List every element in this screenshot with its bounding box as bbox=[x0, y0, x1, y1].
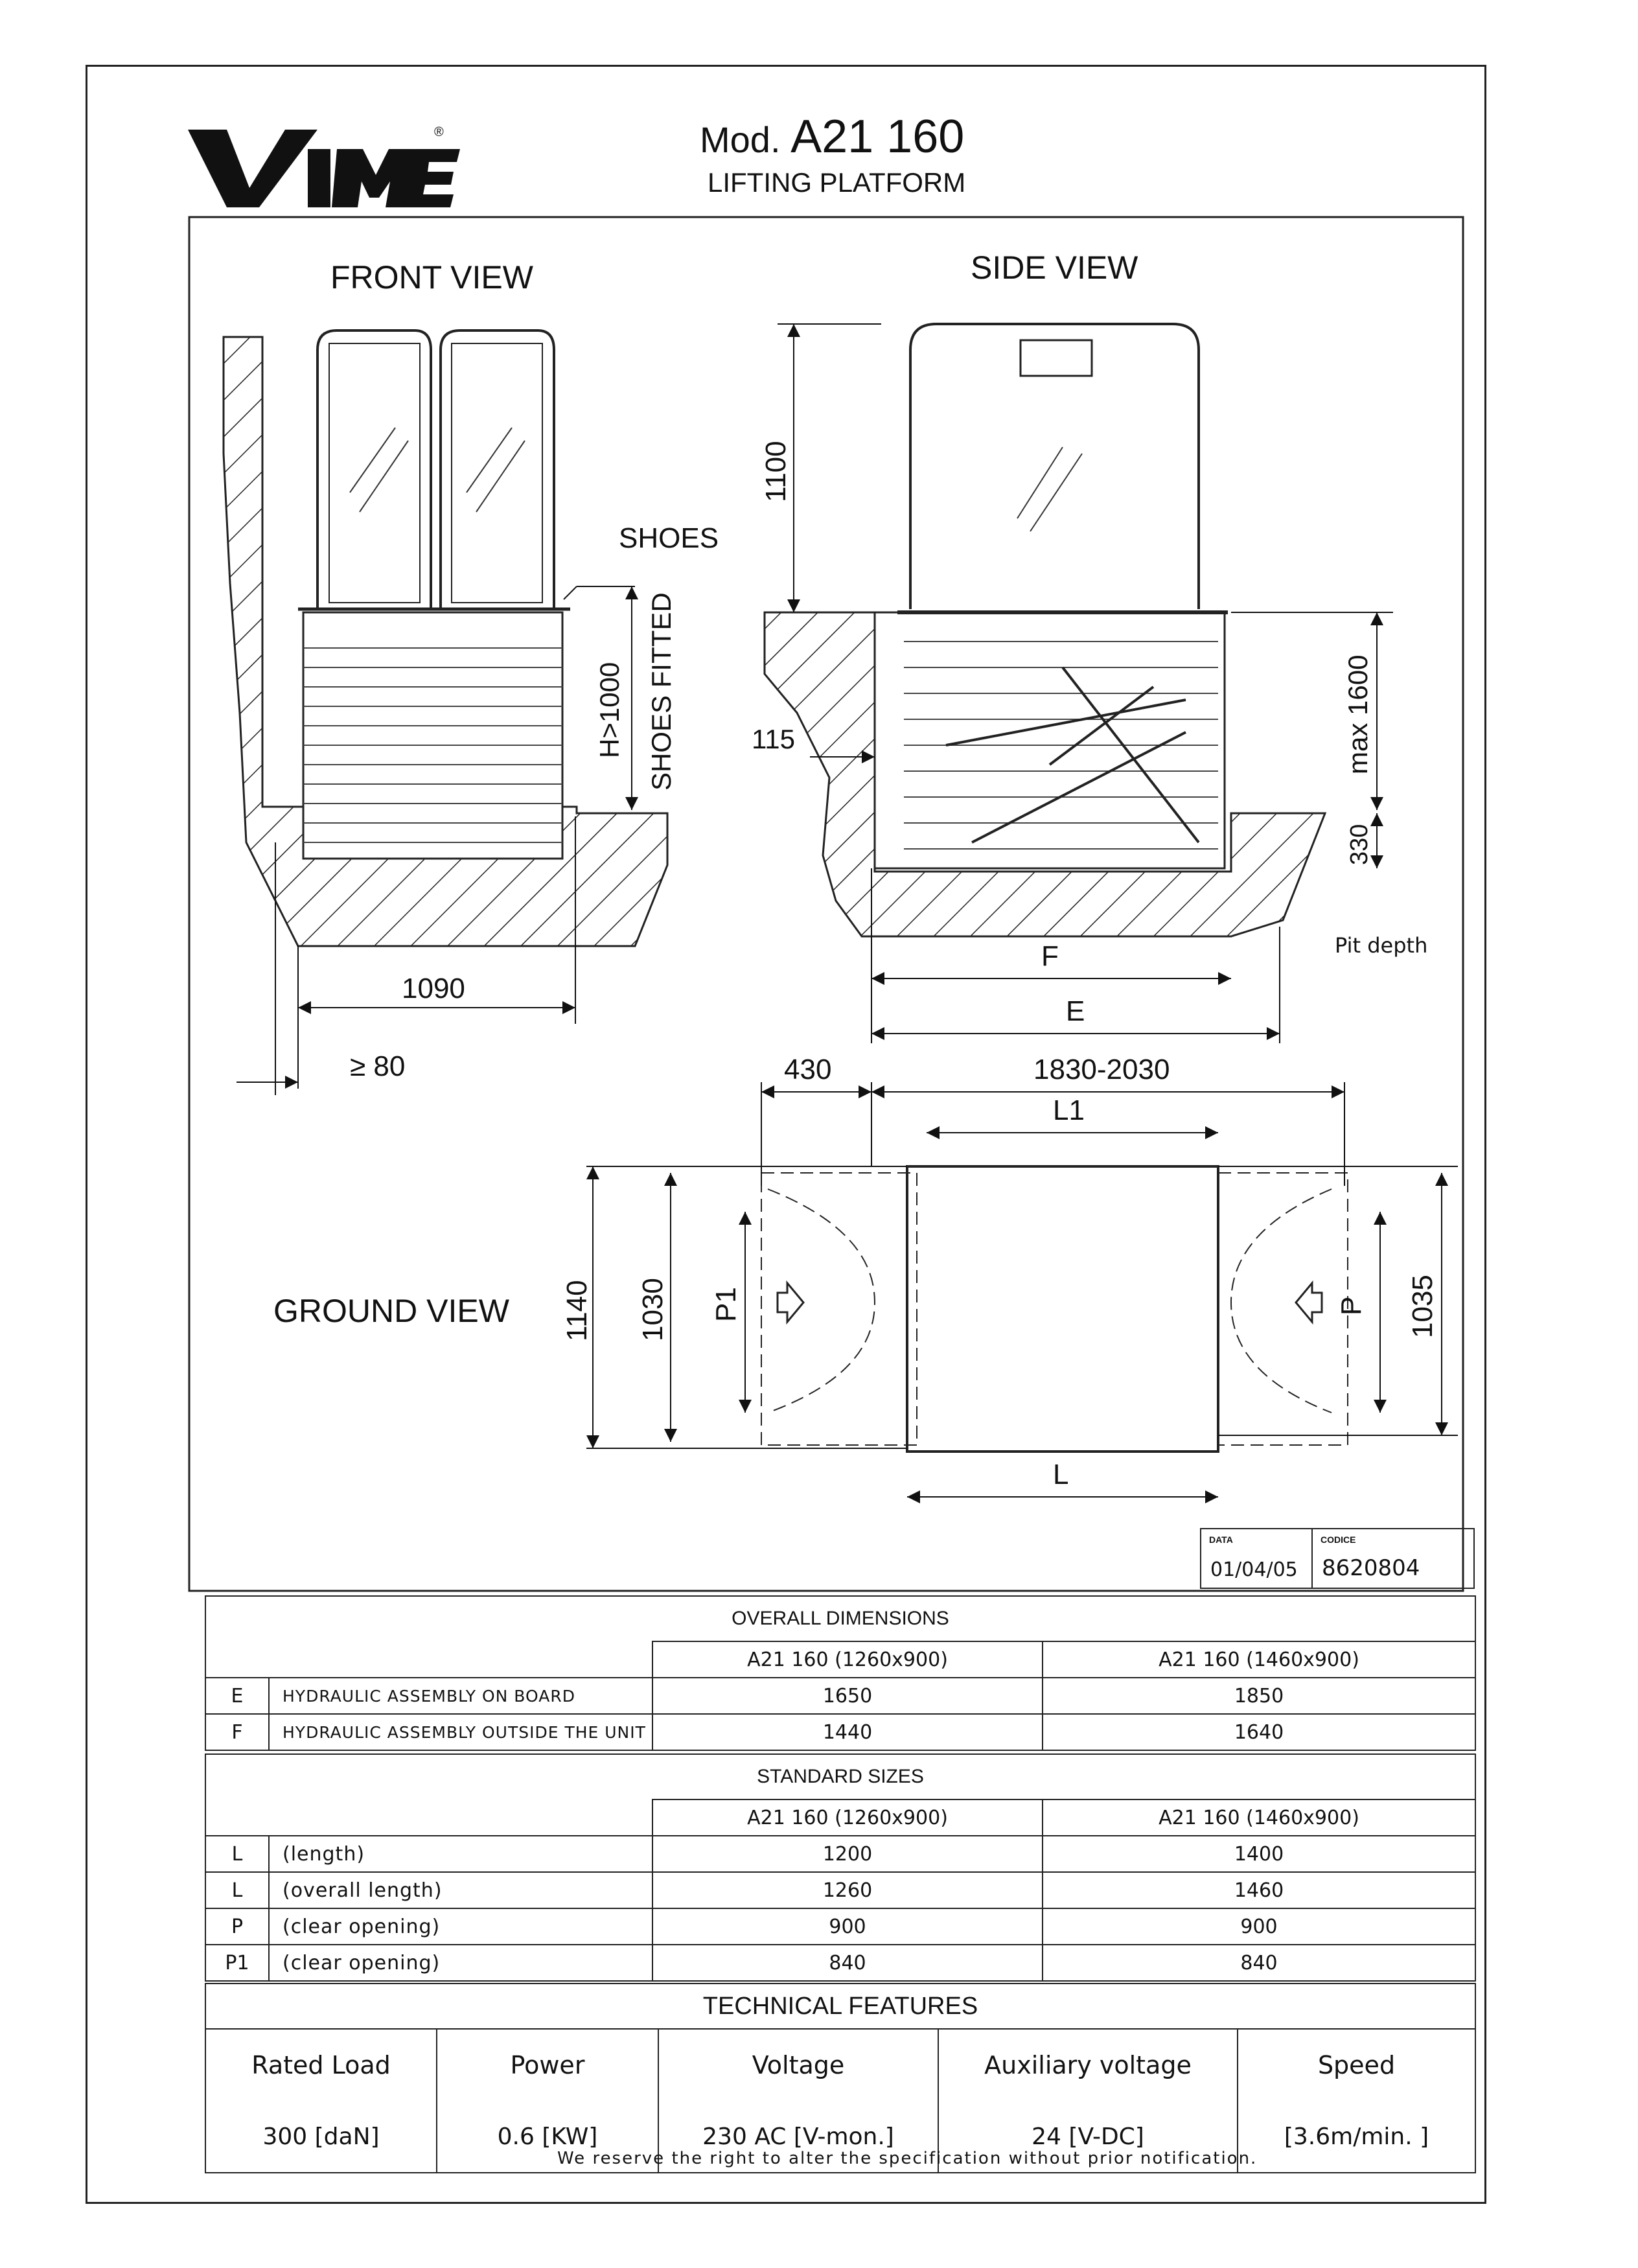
standard-col1: A21 160 (1260x900) bbox=[652, 1799, 1043, 1836]
dim-L: L bbox=[1053, 1459, 1069, 1490]
power-value: 0.6 [KW] bbox=[437, 2101, 658, 2173]
dim-1090: 1090 bbox=[402, 973, 465, 1004]
standard-title: STANDARD SIZES bbox=[205, 1754, 1475, 1799]
front-view-title: FRONT VIEW bbox=[330, 259, 533, 295]
stamp-data-label: DATA bbox=[1209, 1534, 1233, 1545]
footer-note: We reserve the right to alter the specification without prior notification. bbox=[557, 2149, 1258, 2168]
ground-platform bbox=[907, 1166, 1218, 1452]
technical-features-table: TECHNICAL FEATURES Rated Load Power Voltage Auxiliary voltage Speed 300 [daN] 0.6 [KW] 230 AC [V-mon.] 24 [V-DC] [3.6m/min. ] bbox=[205, 1983, 1476, 2173]
speed-value: [3.6m/min. ] bbox=[1238, 2101, 1475, 2173]
dim-P1: P1 bbox=[710, 1287, 742, 1322]
ground-view bbox=[273, 1054, 1458, 1497]
overall-col2: A21 160 (1460x900) bbox=[1043, 1641, 1475, 1678]
dim-range: 1830-2030 bbox=[1033, 1054, 1170, 1085]
dim-E: E bbox=[1066, 995, 1085, 1027]
svg-text:®: ® bbox=[434, 125, 444, 139]
label-shoes: SHOES bbox=[619, 522, 719, 554]
dim-430: 430 bbox=[784, 1054, 832, 1085]
overall-dimensions-table bbox=[205, 1595, 1476, 1751]
dim-1100: 1100 bbox=[760, 441, 792, 502]
dim-P: P bbox=[1335, 1296, 1367, 1315]
dim-max: max 1600 bbox=[1343, 654, 1373, 774]
dim-L1: L1 bbox=[1053, 1094, 1085, 1126]
dim-gap: ≥ 80 bbox=[350, 1050, 406, 1082]
aux-voltage-value: 24 [V-DC] bbox=[938, 2101, 1238, 2173]
dim-115: 115 bbox=[752, 724, 795, 754]
stamp-box bbox=[1200, 1528, 1475, 1589]
entry-arrow-icon bbox=[778, 1283, 803, 1322]
front-platform bbox=[303, 612, 562, 859]
technical-title: TECHNICAL FEATURES bbox=[205, 1984, 1475, 2029]
side-view bbox=[752, 249, 1427, 1043]
dim-330: 330 bbox=[1346, 824, 1373, 865]
side-view-title: SIDE VIEW bbox=[971, 249, 1138, 286]
ground-view-title: GROUND VIEW bbox=[273, 1293, 509, 1329]
front-view bbox=[224, 259, 719, 1095]
stamp-data-value: 01/04/05 bbox=[1210, 1558, 1298, 1581]
dim-h: H>1000 bbox=[594, 662, 625, 758]
label-shoes-fitted: SHOES FITTED bbox=[646, 592, 676, 791]
table-row: E HYDRAULIC ASSEMBLY ON BOARD 1650 1850 bbox=[205, 1678, 1475, 1714]
dim-1035: 1035 bbox=[1407, 1275, 1438, 1338]
standard-col2: A21 160 (1460x900) bbox=[1043, 1799, 1475, 1836]
dim-F: F bbox=[1041, 940, 1059, 972]
stamp-code-label: CODICE bbox=[1321, 1534, 1356, 1545]
dim-1030: 1030 bbox=[637, 1278, 669, 1341]
table-row: L (length) 1200 1400 bbox=[205, 1836, 1475, 1872]
stamp-code-value: 8620804 bbox=[1322, 1555, 1420, 1581]
dim-1140: 1140 bbox=[561, 1280, 593, 1341]
table-row: P1 (clear opening) 840 840 bbox=[205, 1945, 1475, 1981]
overall-col1: A21 160 (1260x900) bbox=[652, 1641, 1043, 1678]
label-pit-depth: Pit depth bbox=[1335, 933, 1428, 958]
overall-title: OVERALL DIMENSIONS bbox=[205, 1596, 1475, 1641]
standard-sizes-table bbox=[205, 1753, 1476, 1982]
rated-load-value: 300 [daN] bbox=[205, 2101, 437, 2173]
table-row: L (overall length) 1260 1460 bbox=[205, 1872, 1475, 1908]
table-row: F HYDRAULIC ASSEMBLY OUTSIDE THE UNIT 1440 1640 bbox=[205, 1714, 1475, 1750]
table-row: P (clear opening) 900 900 bbox=[205, 1908, 1475, 1945]
model-subtitle: LIFTING PLATFORM bbox=[708, 167, 966, 198]
exit-arrow-icon bbox=[1296, 1283, 1322, 1322]
control-panel-icon bbox=[1021, 340, 1092, 376]
model-title: Mod. A21 160 bbox=[700, 111, 965, 163]
voltage-value: 230 AC [V-mon.] bbox=[658, 2101, 938, 2173]
